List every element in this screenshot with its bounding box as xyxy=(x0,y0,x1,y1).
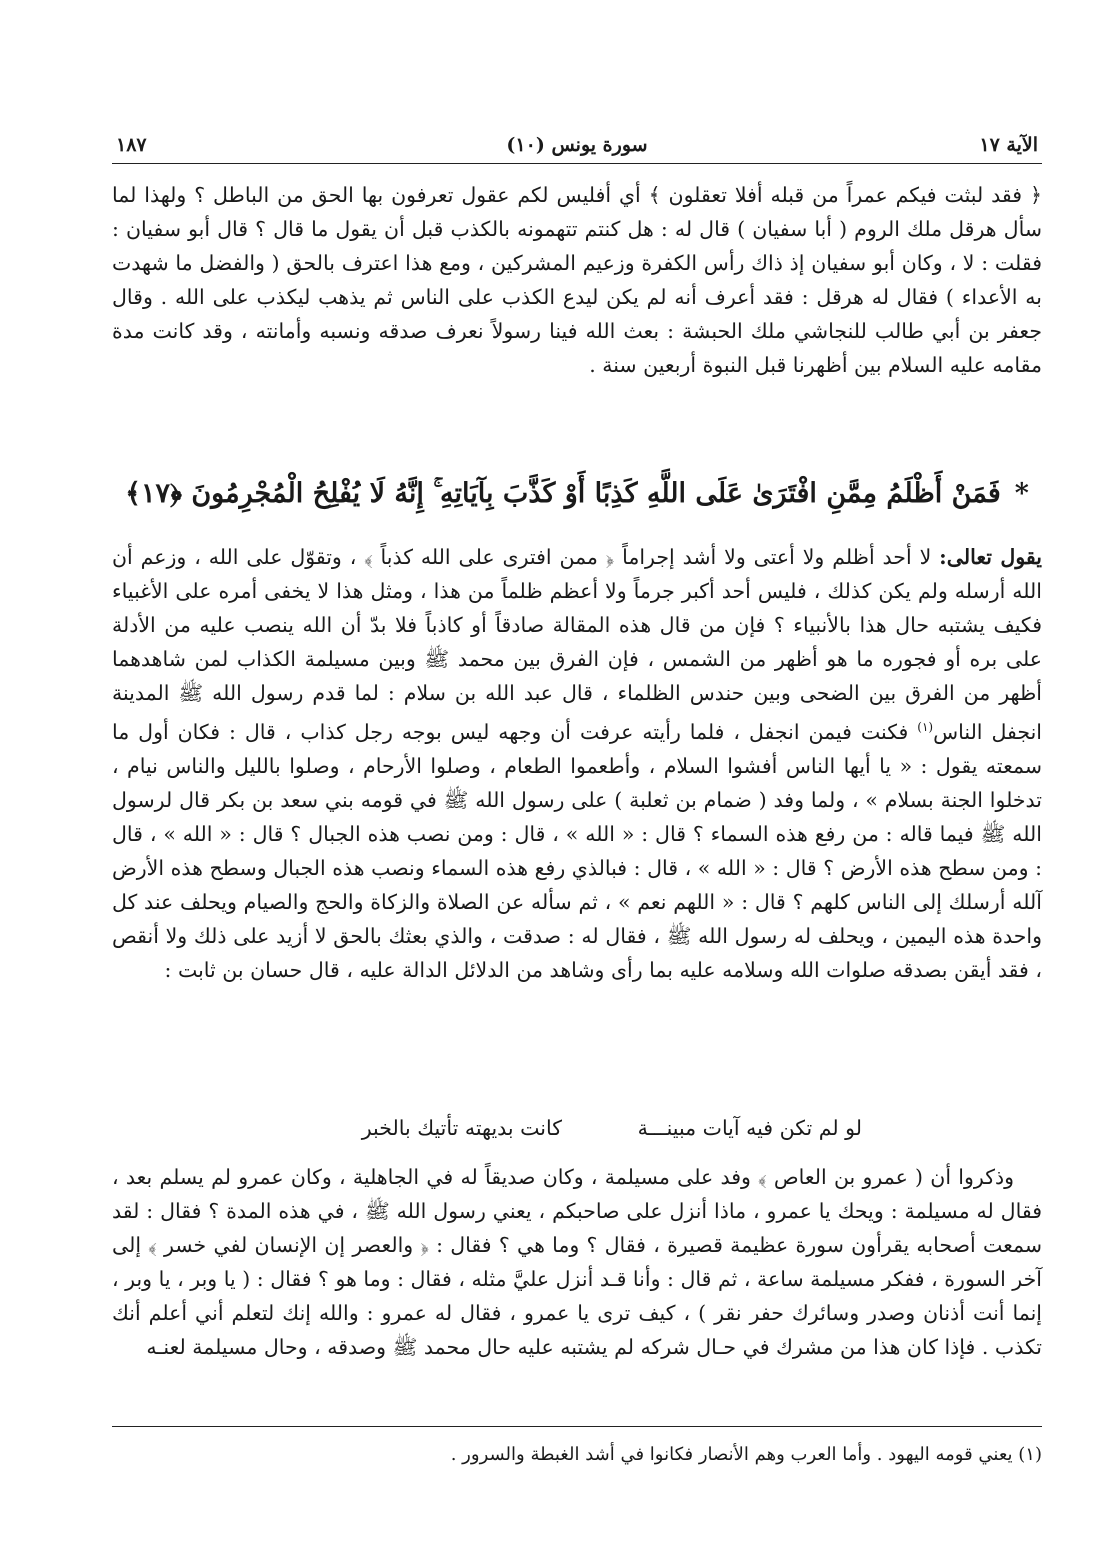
paragraph-2 xyxy=(112,540,1042,987)
paragraph-1: ﴿ فقد لبثت فيكم عمراً من قبله أفلا تعقلون ﴾ أي أفليس لكم عقول تعرفون بها الحق من الباطل ؟ ولهذا لما سأل هرقل ملك الروم ( أبا سفيان ) قال له : هل كنتم تتهمونه بالكذب قبل أن يقول ما قال ؟ قال أبو سفيان : فقلت : لا ، وكان أبو سفيان إذ ذاك رأس الكفرة وزعيم المشركين ، ومع هذا اعترف بالحق ( والفضل ما شهدت به الأعداء ) فقال له هرقل : فقد أعرف أنه لم يكن ليدع الكذب على الناس ثم يذهب ليكذب على الله . وقال جعفر بن أبي طالب للنجاشي ملك الحبشة : بعث الله فينا رسولاً نعرف صدقه ونسبه وأمانته ، وقد كانت مدة مقامه عليه السلام بين أظهرنا قبل النبوة أربعين سنة . xyxy=(112,183,1042,377)
verse-marker: * xyxy=(1014,478,1029,509)
quran-verse xyxy=(112,466,1042,526)
verse-text: فَمَنْ أَظْلَمُ مِمَّنِ افْتَرَىٰ عَلَى اللَّهِ كَذِبًا أَوْ كَذَّبَ بِآيَاتِهِ ۚ إِنَّهُ لَا يُفْلِحُ الْمُجْرِمُونَ ﴿١٧﴾ xyxy=(125,478,1001,509)
verse-label: الآية ١٧ xyxy=(979,134,1038,156)
poem-first-hemistich: لو لم تكن فيه آيات مبينـــة xyxy=(637,1116,862,1140)
paragraph-2-text: لا أحد أظلم ولا أعتى ولا أشد إجراماً ﴿ ممن افترى على الله كذباً ﴾ ، وتقوّل على الله ، وزعم أن الله أرسله ولم يكن كذلك ، فليس أحد أكبر جرماً ولا أعظم ظلماً من هذا ، ومثل هذا لا يخفى أمره على الأغبياء فكيف يشتبه حال هذا بالأنبياء ؟ فإن من قال هذه المقالة صادقاً أو كاذباً فلا بدّ أن الله ينصب عليه من الأدلة على بره أو فجوره ما هو أظهر من الشمس ، فإن الفرق بين محمد ﷺ وبين مسيلمة الكذاب لمن شاهدهما أظهر من الفرق بين الضحى وبين حندس الظلماء ، قال عبد الله بن سلام : لما قدم رسول الله ﷺ المدينة انجفل الناس xyxy=(112,545,1042,744)
surah-title: (١٠) سورة يونس xyxy=(506,134,648,156)
poem-verse xyxy=(112,1108,1042,1148)
footnote-rule xyxy=(112,1426,1042,1427)
paragraph-3: وذكروا أن ( عمرو بن العاص ﴾ وفد على مسيلمة ، وكان صديقاً له في الجاهلية ، وكان عمرو لم يسلم بعد ، فقال له مسيلمة : ويحك يا عمرو ، ماذا أنزل على صاحبكم ، يعني رسول الله ﷺ ، في هذه المدة ؟ فقال : لقد سمعت أصحابه يقرأون سورة عظيمة قصيرة ، فقال ؟ وما هي ؟ فقال : ﴿ والعصر إن الإنسان لفي خسر ﴾ إلى آخر السورة ، ففكر مسيلمة ساعة ، ثم قال : وأنا قـد أنزل عليَّ مثله ، فقال : وما هو ؟ فقال : ( يا وبر ، يا وبر ، إنما أنت أذنان وصدر وسائرك حفر نقر ) ، كيف ترى يا عمرو ، فقال له عمرو : والله إنك لتعلم أني أعلم أنك تكذب . فإذا كان هذا من مشرك في حـال شركه لم يشتبه عليه حال محمد ﷺ وصدقه ، وحال مسيلمة لعنـه xyxy=(112,1165,1042,1359)
running-header xyxy=(112,128,1042,162)
header-rule xyxy=(112,163,1042,164)
footnote: (١) يعني قومه اليهود . وأما العرب وهم الأنصار فكانوا في أشد الغبطة والسرور . xyxy=(450,1444,1042,1465)
paragraph-2-text-continued: فكنت فيمن انجفل ، فلما رأيته عرفت أن وجهه ليس بوجه رجل كذاب ، قال : فكان أول ما سمعته يقول : « يا أيها الناس أفشوا السلام ، وأطعموا الطعام ، وصلوا الأرحام ، وصلوا بالليل والناس نيام ، تدخلوا الجنة بسلام » ، ولما وفد ( ضمام بن ثعلبة ) على رسول الله ﷺ في قومه بني سعد بن بكر قال لرسول الله ﷺ فيما قاله : من رفع هذه السماء ؟ قال : « الله » ، قال : ومن نصب هذه الجبال ؟ قال : « الله » ، قال : ومن سطح هذه الأرض ؟ قال : « الله » ، قال : فبالذي رفع هذه السماء ونصب هذه الجبال وسطح هذه الأرض آلله أرسلك إلى الناس كلهم ؟ قال : « اللهم نعم » ، ثم سأله عن الصلاة والزكاة والحج والصيام ويحلف عند كل واحدة هذه اليمين ، ويحلف له رسول الله ﷺ ، فقال له : صدقت ، والذي بعثك بالحق لا أزيد على ذلك ولا أنقص ، فقد أيقن بصدقه صلوات الله وسلامه عليه بما رأى وشاهد من الدلائل الدالة عليه ، قال حسان بن ثابت : xyxy=(112,719,1042,982)
page-number: ١٨٧ xyxy=(116,134,147,156)
paragraph-2-lead: يقول تعالى: xyxy=(939,545,1042,569)
poem-second-hemistich: كانت بديهته تأتيك بالخبر xyxy=(361,1116,562,1140)
footnote-reference[interactable]: (١) xyxy=(917,720,934,734)
